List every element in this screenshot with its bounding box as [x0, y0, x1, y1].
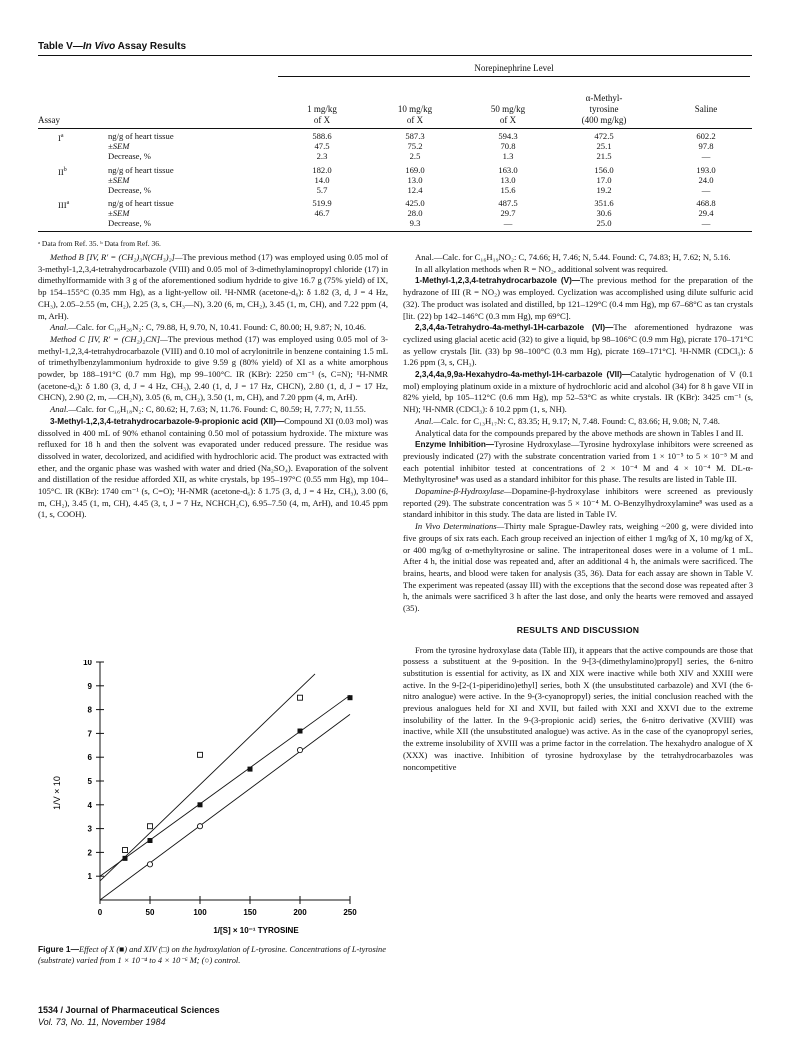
- table-cell: 24.0: [698, 174, 714, 185]
- table-cell: 1.3: [502, 151, 514, 161]
- table-cell: 70.8: [500, 141, 516, 151]
- table-cell: 29.7: [500, 208, 516, 218]
- column-header-4-l2: (400 mg/kg): [581, 115, 627, 125]
- paragraph: 1-Methyl-1,2,3,4-tetrahydrocarbazole (V)—The previous method for the preparation of the hydrazone of III (R = NO₂) was employed. Cyclization was accomplished using dilute sulfuric acid (32). The product was isolated and distilled, bp 121–129°C (0.4 mm Hg), mp 67–68°C as tan crystals [lit. (22) bp 142–146°C (0.3 mm Hg), mp 69°C].: [403, 275, 753, 321]
- column-header-2-l1: 10 mg/kg: [397, 104, 433, 114]
- y-tick-label: 10: [83, 660, 92, 667]
- y-tick-label: 7: [87, 729, 92, 739]
- y-tick-label: 2: [87, 848, 92, 858]
- row-label: Decrease, %: [108, 151, 151, 161]
- paragraph: Dopamine-β-Hydroxylase—Dopamine-β-hydroxylase inhibitors were screened as previously reported (29). The substrate concentration was 5 × 10⁻⁴ M. O-Benzylhydroxylamine⁸ was used as a standard inhibitor in this study. The data are listed in Table IV.: [403, 486, 753, 520]
- row-label: Decrease, %: [108, 184, 151, 195]
- assay-label: $I^a$: [58, 132, 64, 143]
- column-header-2-l2: of X: [406, 115, 424, 125]
- column-header-1-l2: of X: [313, 115, 331, 125]
- x-tick-label: 200: [293, 908, 307, 917]
- table-title: Table V—In Vivo Assay Results: [38, 41, 187, 52]
- row-label: Decrease, %: [108, 218, 151, 228]
- table-cell: 487.5: [498, 198, 518, 208]
- page-footer: [38, 1004, 220, 1028]
- x-tick-label: 250: [343, 908, 357, 917]
- x-tick-label: 0: [97, 908, 103, 917]
- data-point-xiv: [148, 824, 153, 829]
- x-tick-label: 50: [145, 908, 155, 917]
- table-cell: 351.6: [594, 198, 614, 208]
- x-tick-label: 100: [193, 908, 207, 917]
- y-tick-label: 9: [87, 681, 92, 691]
- y-tick-label: 8: [87, 705, 92, 715]
- section-heading: RESULTS AND DISCUSSION: [516, 624, 640, 635]
- table-cell: 5.7: [316, 184, 328, 195]
- paragraph: Enzyme Inhibition—Tyrosine Hydroxylase—Tyrosine hydroxylase inhibitors were screened as previously indicated (27) with the substrate concentration varied from 1 × 10⁻⁵ to 5 × 10⁻⁵ M and each potential inhibitor tested at concentrations of 2 × 10⁻⁴ M and 4 × 10⁻⁴ M. DL-α-Methyltyrosine⁸ was used as a standard inhibitor for this phase. The results are listed in Table III.: [403, 439, 753, 485]
- right-column-text: [403, 252, 753, 773]
- left-column-text: [38, 252, 388, 521]
- regression-line: [100, 674, 315, 881]
- table-cell: 587.3: [405, 131, 425, 141]
- column-header-5-l1: Saline: [694, 104, 718, 114]
- table-cell: 46.7: [314, 208, 330, 218]
- data-point-x: [198, 802, 203, 807]
- table-cell: 594.3: [498, 131, 518, 141]
- table-cell: 13.0: [407, 174, 423, 185]
- table-cell: 19.2: [596, 184, 612, 195]
- paragraph: Analytical data for the compounds prepared by the above methods are shown in Tables I and II.: [415, 427, 744, 438]
- row-label: ng/g of heart tissue: [108, 198, 174, 208]
- y-tick-label: 1: [87, 872, 92, 882]
- data-point-x: [348, 695, 353, 700]
- table-cell: 17.0: [596, 174, 612, 185]
- table-cell: 28.0: [407, 208, 423, 218]
- table-cell: 519.9: [312, 198, 332, 208]
- chart-ticks: [83, 660, 357, 917]
- table-cell: 97.8: [698, 141, 714, 151]
- regression-line: [100, 714, 350, 900]
- table-bottom-rule: [38, 231, 752, 232]
- data-point-x: [248, 767, 253, 772]
- group-rule: [278, 76, 750, 77]
- table-footnote: ᵃ Data from Ref. 35. ᵇ Data from Ref. 36.: [38, 239, 161, 248]
- paragraph: In all alkylation methods when R = NO₂, additional solvent was required.: [415, 263, 668, 274]
- y-tick-label: 4: [87, 800, 92, 810]
- table-cell: —: [701, 218, 711, 228]
- paragraph: 3-Methyl-1,2,3,4-tetrahydrocarbazole-9-propionic acid (XII)—Compound XI (0.03 mol) was dissolved in 400 mL of 90% ethanol containing 0.50 mol of potassium hydroxide. The mixture was refluxed for 18 h and then the solvent was evaporated under reduced pressure. The residue was dissolved in water, decolorized, and acidified with hydrochloric acid. The product was extracted with ether, and the organic phase was washed with water and dried (Na₂SO₄). Evaporation of the solvent and distillation of the residue afforded XII, as white crystals, bp 195–197°C (0.55 mm Hg), mp 104–105°C. IR (KBr): 1740 cm⁻¹ (s, C=O); ¹H-NMR (acetone-d₆): δ 1.75 (3, d, J = 4 Hz, CH₃), 3.00 (6, m, CH₂), 3.45 (1, m, CH), 4.45 (3, t, J = 7 Hz, NCHCH₂C), 6.95–7.50 (4, m, ArH), and 10.45 ppm (1, s, COOH).: [38, 415, 388, 520]
- paragraph: From the tyrosine hydroxylase data (Table III), it appears that the active compounds are those that possess a substituent at the 9-position. In the 9-[3-(dimethylamino)propyl] series, the 6-nitro substitution is essential for activity, as IX and XIX were inactive while both XIV and XXIII were active. In the 9-[2-(1-piperidino)ethyl] series, both X (the unsubstituted carbazole) and XVI (the 6-nitro analogue) were active. In the 9-(3-cyanopropyl) series, the initial conclusion reached with the previous analogues held for XI and XVII, but failed with XXI and XXVI due to the extreme insolubility of the latter. In the 9-(3-propionic acid) series, the 6-nitro derivative (XVIII) was inactive, while XII (the unsubstituted analogue) was active. As in the case of the cyanopropyl series, the extreme insolubility of XVIII was a prime factor in the correlation. The hexahydro analogue of X (XXX) was inactive. Inhibition of tyrosine hydroxylase by the tetrahydrocarbazoles was noncompetitive: [403, 644, 753, 772]
- table-cell: 163.0: [498, 164, 518, 175]
- paragraph: 2,3,4,4a,9,9a-Hexahydro-4a-methyl-1H-carbazole (VII)—Catalytic hydrogenation of V (0.1 mol) employing platinum oxide in a mixture of hydrochloric acid and alcohol (34) for 8 h gave VII in 82% yield, bp 105–112°C (0.6 mm Hg), mp 52–53°C as white crystals. IR (KBr): 3425 cm⁻¹ (s, NH); ¹H-NMR (CDCl₃): δ 10.2 ppm (1, s, NH).: [403, 369, 753, 415]
- row-label: ng/g of heart tissue: [108, 131, 174, 141]
- data-point-xiv: [198, 752, 203, 757]
- row-label: ±SEM: [108, 141, 130, 151]
- table-cell: 169.0: [405, 164, 425, 175]
- table-cell: 21.5: [596, 151, 612, 161]
- table-cell: 25.0: [596, 218, 612, 228]
- paragraph: 2,3,4,4a-Tetrahydro-4a-methyl-1H-carbazole (VI)—The aforementioned hydrazone was cyclized using glacial acetic acid (32) to give a liquid, bp 98–106°C (0.9 mm Hg), picrate 170–171°C as yellow crystals [lit. (33) bp 98–100°C (0.3 mm Hg), picrate 169–171°C]. ¹H-NMR (CDCl₃): δ 1.26 ppm (3, s, CH₃).: [403, 322, 754, 368]
- data-point-xiv: [298, 695, 303, 700]
- paragraph: Anal.—Calc. for C₁₈H₂₆N₂: C, 79.88, H, 9.70, N, 10.41. Found: C, 80.00; H, 9.87; N, 10.46.: [50, 322, 367, 333]
- paragraph: Anal.—Calc. for C₁₆H₁₈N₂: C, 80.62; H, 7.63; N, 11.76. Found: C, 80.59; H, 7.77; N, 11.55.: [50, 404, 366, 415]
- table-group-header: Norepinephrine Level: [474, 63, 554, 73]
- table-cell: 602.2: [696, 131, 716, 141]
- footer-journal: 1534 / Journal of Pharmaceutical Sciences: [38, 1005, 220, 1015]
- x-tick-label: 150: [243, 908, 257, 917]
- data-point-control: [197, 824, 202, 829]
- column-header-1-l1: 1 mg/kg: [307, 104, 337, 114]
- table-cell: 25.1: [596, 141, 612, 151]
- table-cell: 156.0: [594, 164, 614, 175]
- lineweaver-burk-chart: [38, 660, 388, 940]
- chart-axes: [100, 662, 350, 900]
- table-cell: —: [701, 184, 711, 195]
- x-axis-label: 1/[S] × 10⁻¹ TYROSINE: [213, 926, 299, 935]
- chart-lines: [100, 674, 350, 900]
- col-assay-header: Assay: [38, 115, 60, 125]
- figure-caption: Figure 1—Effect of X (■) and XIV (□) on the hydroxylation of L-tyrosine. Concentrations of L-tyrosine (substrate) varied from 1 × 10⁻⁴ to 4 × 10⁻⁶ M; (○) control.: [38, 944, 386, 965]
- data-point-control: [297, 747, 302, 752]
- table-cell: 13.0: [500, 174, 516, 185]
- table-cell: —: [701, 151, 711, 161]
- table-cell: 15.6: [500, 184, 516, 195]
- table-cell: 182.0: [312, 164, 332, 175]
- y-tick-label: 5: [87, 777, 92, 786]
- footer-volume: Vol. 73, No. 11, November 1984: [38, 1017, 166, 1027]
- paragraph: In Vivo Determinations—Thirty male Sprague-Dawley rats, weighing ~200 g, were divided into five groups of six rats each. Each group received an injection of either 1 mg/kg of X, 10 mg/kg of X, or 400 mg/kg of α-methyltyrosine or saline. The intraperitoneal doses were in a volume of 1 mL. After 4 h, the initial dose was repeated and, after an additional 4 h, the animals were sacrificed. The brains, hearts, and blood were taken for analysis (35, 36). Data for each assay are shown in Table V. The experiment was repeated (assay III) with the exceptions that the second dose was repeated after 3 h, the animals were sacrificed 3 h after the last dose, and only the hearts were removed and assayed (35).: [403, 521, 753, 614]
- table-cell: 2.3: [316, 151, 328, 161]
- column-header-3-l1: 50 mg/kg: [490, 104, 526, 114]
- column-header-4-l1: tyrosine: [589, 104, 619, 114]
- table-cell: 472.5: [594, 131, 614, 141]
- table-cell: 468.8: [696, 198, 716, 208]
- y-axis-label: 1/V × 10: [52, 776, 62, 810]
- table-cell: 75.2: [407, 141, 423, 151]
- table-header-rule: [38, 128, 752, 129]
- chart-points: [123, 695, 353, 867]
- table-cell: 47.5: [314, 141, 330, 151]
- table-cell: 9.3: [409, 218, 421, 228]
- table-cell: 588.6: [312, 131, 332, 141]
- row-label: ±SEM: [108, 208, 130, 218]
- row-label: ±SEM: [108, 174, 130, 185]
- data-point-x: [298, 729, 303, 734]
- table-cell: —: [503, 218, 513, 228]
- table-top-rule: [38, 55, 752, 56]
- column-header-4-l0: α-Methyl-: [585, 93, 623, 103]
- y-tick-label: 6: [87, 753, 92, 763]
- paragraph: Anal.—Calc. for C₁₃H₁₇N: C, 83.35; H, 9.17; N, 7.48. Found: C, 83.66; H, 9.08; N, 7.48.: [415, 415, 720, 426]
- table-cell: 193.0: [696, 164, 716, 175]
- assay-label: $II^b$: [58, 166, 67, 177]
- regression-line: [100, 695, 350, 876]
- table-cell: 14.0: [314, 174, 330, 185]
- table-cell: 30.6: [596, 208, 612, 218]
- paragraph: Method C [IV, R′ = (CH₂)₂CN]—The previous method (17) was employed using 0.05 mol of 3-methyl-1,2,3,4-tetrahydrocarbazole (VIII) and 0.10 mol of acrylonitrile in benzene containing 1.5 mL of trimethylbenzylammonium hydroxide to give 9.59 g (80% yield) of XI as a white amorphous powder, bp 188–191°C (0.7 mm Hg), mp 99–100°C. IR (KBr): 2250 cm⁻¹ (s, C≡N); ¹H-NMR (acetone-d₆): δ 1.80 (3, d, J = 4 Hz, CH₃), 2.40 (1, d, J = 17 Hz, CHCN), 2.80 (1, d, J = 17 Hz, CHCN), 2.90 (2, m, —CH₂N), 3.05 (6, m, CH₂), 3.50 (1, m, CH), and 7.20 ppm (4, m, ArH).: [38, 333, 388, 403]
- paragraph: Method B [IV, R′ = (CH₂)₃N(CH₃)₂]—The previous method (17) was employed using 0.05 mol of 3-methyl-1,2,3,4-tetrahydrocarbazole (VIII) and 0.05 mol of 3-dimethylaminopropyl chloride (17) in dimethylformamide with 3 g of the aforementioned sodium hydride to give 16.7 g (75% yield) of IX, bp 154–155°C (0.35 mm Hg), as a light-yellow oil. ¹H-NMR (acetone-d₆): δ 1.82 (3, d, J = 4 Hz, CH₃), 2.05–2.55 (m, CH₂), 2.25 (3, s, CH₃—N), 3.20 (6, m, CH₂), 3.45 (1, m, CH), and 7.22 ppm (4, m, ArH).: [38, 252, 388, 321]
- table-cell: 29.4: [698, 208, 714, 218]
- row-label: ng/g of heart tissue: [108, 164, 174, 175]
- y-tick-label: 3: [87, 824, 92, 834]
- table-cell: 425.0: [405, 198, 425, 208]
- table-cell: 2.5: [409, 151, 421, 161]
- data-point-xiv: [123, 848, 128, 853]
- paragraph: Anal.—Calc. for C₁₆H₁₉NO₂: C, 74.66; H, 7.46; N, 5.44. Found: C, 74.83; H, 7.62; N, 5.16.: [415, 252, 731, 262]
- assay-label: III$^a$: [58, 199, 70, 210]
- data-point-x: [148, 838, 153, 843]
- data-point-control: [147, 862, 152, 867]
- data-point-x: [123, 856, 128, 861]
- column-header-3-l2: of X: [499, 115, 517, 125]
- table-cell: 12.4: [407, 184, 423, 195]
